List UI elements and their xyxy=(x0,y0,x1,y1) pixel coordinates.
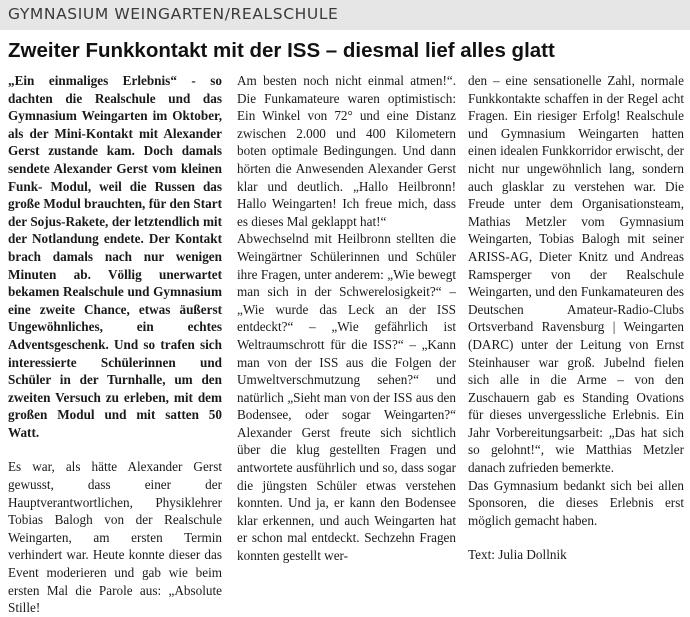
article-lead-paragraph: „Ein einmaliges Erlebnis“ - so dachten die Realschule und das Gymnasium Weingarten im Oktober, als der Mini-Kontakt mit Alexander Gerst zustande kam. Doch damals sendete Alexander Gerst vom kleinen Funk- Modul, weil die Russen das große Modul brauchten, für den Start der Sojus-Rakete, der letztendlich mit der Notlandung endete. Der Kontakt brach damals nach nur wenigen Minuten ab. Völlig unerwartet bekamen Realschule und Gymnasium eine zweite Chance, etwas äußerst Ungewöhnliches, ein echtes Adventsgeschenk. Und so trafen sich interessierte Schülerinnen und Schüler in der Turnhalle, um den zweiten Versuch zu erleben, mit dem großen Modul und mit satten 50 Watt. xyxy=(8,73,222,440)
article-paragraph: Das Gymnasium bedankt sich bei allen Sponsoren, die dieses Erlebnis erst möglich gemacht haben. xyxy=(468,477,684,528)
article-column-3 xyxy=(468,72,684,564)
article-headline: Zweiter Funkkontakt mit der ISS – diesmal lief alles glatt xyxy=(8,39,555,62)
article-column-2 xyxy=(237,72,456,565)
article-column-1 xyxy=(8,72,222,617)
section-label: GYMNASIUM WEINGARTEN/REALSCHULE xyxy=(8,5,339,23)
article-paragraph: Abwechselnd mit Heilbronn stellten die Weingärtner Schülerinnen und Schüler ihre Fragen, unter anderem: „Wie bewegt man sich in der Schwerelosigkeit?“ – „Wie wurde das Leck an der ISS entdeckt?“ – „Wie gefährlich ist Weltraumschrott für die ISS?“ – „Kann man von der ISS aus die Folgen der Umweltverschmutzung sehen?“ und natürlich „Sieht man von der ISS aus den Bodensee, oder sogar Weingarten?“ Alexander Gerst freute sich sichtlich über die klug gestellten Fragen und antwortete ausführlich und so, dass sogar die jüngsten Schüler etwas verstehen konnten. Und ja, er kann den Bodensee klar erkennen, und auch Weingarten hat er schon mal entdeckt. Sechzehn Fragen konnten gestellt wer- xyxy=(237,231,456,564)
article-paragraph: Es war, als hätte Alexander Gerst gewusst, dass einer der Hauptverantwortlichen, Physiklehrer Tobias Balogh von der Realschule Weingarten, am ersten Termin verhindert war. Heute konnte dieser das Event moderieren und gab wie beim ersten Mal die Parole aus: „Absolute Stille! xyxy=(8,459,222,616)
author-credit: Text: Julia Dollnik xyxy=(468,547,567,563)
article-paragraph: den – eine sensationelle Zahl, normale Funkkontakte schaffen in der Regel acht Fragen. Ein riesiger Erfolg! Realschule und Gymnasium Weingarten hatten einen idealen Funkkorridor erwischt, der nicht nur ungewöhnlich lang, sondern auch glasklar zu verstehen war. Die Freude unter dem Organisationsteam, Mathias Metzler vom Gymnasium Weingarten, Tobias Balogh mit seiner ARISS-AG, Dieter Knitz und Andreas Ramsperger von der Realschule Weingarten, und den Funkamateuren des Deutschen Amateur-Radio-Clubs Ortsverband Ravensburg | Weingarten (DARC) unter der Leitung von Ernst Steinhauser war groß. Jubelnd fielen sich alle in die Arme – von den Zuschauern gab es Standing Ovations für dieses unvergessliche Erlebnis. Ein Jahr Vorbereitungsarbeit: „Das hat sich so gelohnt!“, wie Matthias Metzler danach zufrieden bemerkte. xyxy=(468,73,684,476)
article-paragraph: Am besten noch nicht einmal atmen!“. Die Funkamateure waren optimistisch: Ein Winkel von 72° und eine Distanz zwischen 2.000 und 400 Kilometern boten optimale Bedingungen. Und dann hörten die Anwesenden Alexander Gerst klar und deutlich. „Hallo Heilbronn! Hallo Weingarten! Ich freue mich, dass es dieses Mal geklappt hat!“ xyxy=(237,73,456,229)
section-header-bar xyxy=(0,0,690,30)
